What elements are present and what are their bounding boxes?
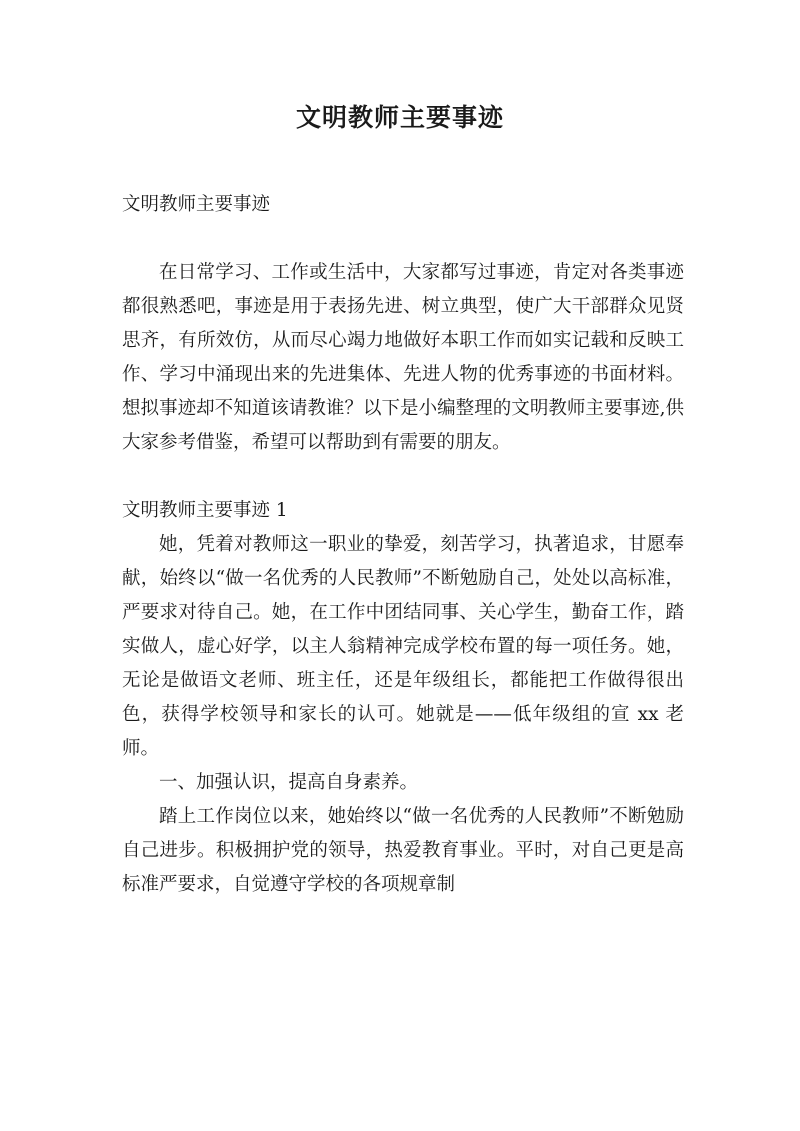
document-body [122, 188, 684, 902]
section-paragraph: 她，凭着对教师这一职业的挚爱，刻苦学习，执著追求，甘愿奉献，始终以“做一名优秀的人民教师”不断勉励自己，处处以高标准，严要求对待自己。她，在工作中团结同事、关心学生，勤奋工作，踏实做人，虚心好学，以主人翁精神完成学校布置的每一项任务。她，无论是做语文老师、班主任，还是年级组长，都能把工作做得很出色，获得学校领导和家长的认可。她就是——低年级组的宣 xx 老师。 [122, 534, 684, 759]
section-paragraph: 踏上工作岗位以来，她始终以“做一名优秀的人民教师”不断勉励自己进步。积极拥护党的领导，热爱教育事业。平时，对自己更是高标准严要求，自觉遵守学校的各项规章制 [122, 806, 684, 895]
document-subtitle: 文明教师主要事迹 [122, 194, 271, 215]
section-heading: 文明教师主要事迹 1 [122, 500, 288, 521]
intro-paragraph: 在日常学习、工作或生活中，大家都写过事迹，肯定对各类事迹都很熟悉吧，事迹是用于表扬先进、树立典型，使广大干部群众见贤思齐，有所效仿，从而尽心竭力地做好本职工作而如实记载和反映工作、学习中涌现出来的先进集体、先进人物的优秀事迹的书面材料。想拟事迹却不知道该请教谁？以下是小编整理的文明教师主要事迹,供大家参考借鉴，希望可以帮助到有需要的朋友。 [122, 262, 684, 453]
section-point-heading: 一、加强认识，提高自身素养。 [159, 772, 419, 793]
document-title: 文明教师主要事迹 [295, 103, 504, 132]
